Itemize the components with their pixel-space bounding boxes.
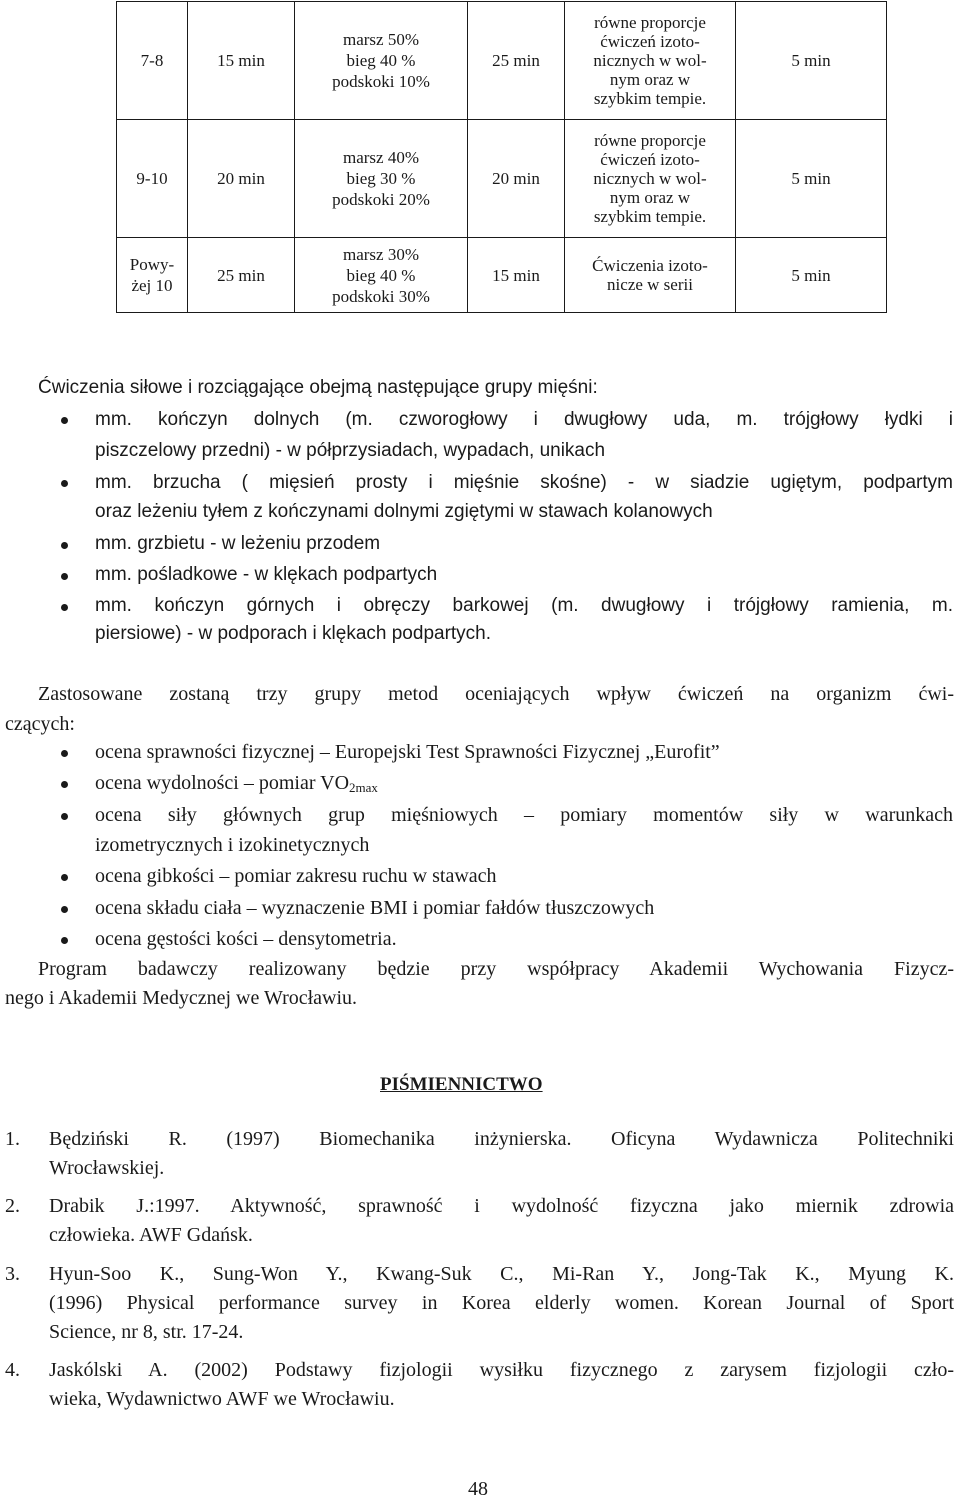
program-paragraph: Program badawczy realizowany będzie przy współpracy Akademii Wychowania Fizycz- [38, 958, 954, 980]
list-item: mm. brzucha ( mięsień prosty i mięśnie skośne) - w siadzie ugiętym, podpartym [95, 472, 953, 493]
bullet-icon [61, 781, 68, 788]
references-heading: PIŚMIENNICTWO [380, 1074, 543, 1095]
reference-number: 4. [5, 1359, 20, 1381]
reference-number: 1. [5, 1128, 20, 1150]
reference-continuation: (1996) Physical performance survey in Korea elderly women. Korean Journal of Sport [49, 1292, 954, 1314]
bullet-icon [61, 542, 68, 549]
bullet-icon [61, 937, 68, 944]
bullet-icon [61, 417, 68, 424]
reference-item: Hyun-Soo K., Sung-Won Y., Kwang-Suk C., Mi-Ran Y., Jong-Tak K., Myung K. [49, 1263, 954, 1285]
list-item: mm. kończyn górnych i obręczy barkowej (m. dwugłowy i trójgłowy ramienia, m. [95, 595, 953, 616]
time-cell: 25 min [188, 238, 295, 313]
time-cell: 20 min [468, 120, 565, 238]
reference-item: Będziński R. (1997) Biomechanika inżynierska. Oficyna Wydawnicza Politechniki [49, 1128, 954, 1150]
reference-continuation: Wrocławskiej. [49, 1157, 165, 1179]
exercise-table [116, 1, 887, 313]
list-item-continuation: oraz leżeniu tyłem z kończynami dolnymi zgiętymi w stawach kolanowych [95, 501, 713, 522]
muscles-intro: Ćwiczenia siłowe i rozciągające obejmą następujące grupy mięśni: [38, 377, 598, 398]
composition-cell: marsz 30% bieg 40 % podskoki 30% [295, 238, 468, 313]
reference-continuation: Science, nr 8, str. 17-24. [49, 1321, 244, 1343]
program-paragraph-continuation: nego i Akademii Medycznej we Wrocławiu. [5, 987, 358, 1009]
reference-item: Drabik J.:1997. Aktywność, sprawność i wydolność fizyczna jako miernik zdrowia [49, 1195, 954, 1217]
time-cell: 20 min [188, 120, 295, 238]
list-item: ocena sprawności fizycznej – Europejski Test Sprawności Fizycznej „Eurofit” [95, 741, 720, 763]
exercise-cell: Ćwiczenia izoto- nicze w serii [565, 238, 736, 313]
reference-continuation: wieka, Wydawnictwo AWF we Wrocławiu. [49, 1388, 395, 1410]
list-item: ocena gęstości kości – densytometria. [95, 928, 397, 950]
composition-cell: marsz 50% bieg 40 % podskoki 10% [295, 2, 468, 120]
time-cell: 15 min [468, 238, 565, 313]
time-cell: 5 min [736, 2, 887, 120]
bullet-icon [61, 750, 68, 757]
bullet-icon [61, 813, 68, 820]
reference-number: 2. [5, 1195, 20, 1217]
bullet-icon [61, 604, 68, 611]
reference-continuation: człowieka. AWF Gdańsk. [49, 1224, 253, 1246]
list-item-continuation: piersiowe) - w podporach i klękach podpartych. [95, 623, 492, 644]
list-item: ocena wydolności – pomiar $VO_{2max}$ [95, 772, 378, 795]
list-item: ocena siły głównych grup mięśniowych – pomiary momentów siły w warunkach [95, 804, 953, 826]
methods-intro: Zastosowane zostaną trzy grupy metod oceniających wpływ ćwiczeń na organizm ćwi- [38, 683, 954, 705]
list-item: ocena gibkości – pomiar zakresu ruchu w stawach [95, 865, 497, 887]
time-cell: 5 min [736, 238, 887, 313]
vo2max-subscript: 2max [349, 780, 378, 795]
bullet-icon [61, 906, 68, 913]
bullet-icon [61, 480, 68, 487]
table-row [117, 238, 887, 313]
list-item-continuation: piszczelowy przedni) - w półprzysiadach, wypadach, unikach [95, 440, 606, 461]
bullet-icon [61, 874, 68, 881]
reference-number: 3. [5, 1263, 20, 1285]
methods-intro-continuation: czących: [5, 713, 75, 735]
age-cell: 7-8 [117, 2, 188, 120]
list-item: mm. grzbietu - w leżeniu przodem [95, 533, 381, 554]
list-item: mm. pośladkowe - w klękach podpartych [95, 564, 438, 585]
list-item: mm. kończyn dolnych (m. czworogłowy i dwugłowy uda, m. trójgłowy łydki i [95, 409, 953, 430]
table-row [117, 120, 887, 238]
time-cell: 15 min [188, 2, 295, 120]
bullet-icon [61, 573, 68, 580]
reference-item: Jaskólski A. (2002) Podstawy fizjologii wysiłku fizycznego z zarysem fizjologii czło- [49, 1359, 954, 1381]
age-cell: Powy- żej 10 [117, 238, 188, 313]
time-cell: 5 min [736, 120, 887, 238]
exercise-cell: równe proporcje ćwiczeń izoto- nicznych w wol- nym oraz w szybkim tempie. [565, 120, 736, 238]
table-row [117, 2, 887, 120]
exercise-cell: równe proporcje ćwiczeń izoto- nicznych w wol- nym oraz w szybkim tempie. [565, 2, 736, 120]
composition-cell: marsz 40% bieg 30 % podskoki 20% [295, 120, 468, 238]
list-item-continuation: izometrycznych i izokinetycznych [95, 834, 370, 856]
list-item: ocena składu ciała – wyznaczenie BMI i pomiar fałdów tłuszczowych [95, 897, 655, 919]
page-number: 48 [468, 1478, 488, 1500]
time-cell: 25 min [468, 2, 565, 120]
age-cell: 9-10 [117, 120, 188, 238]
